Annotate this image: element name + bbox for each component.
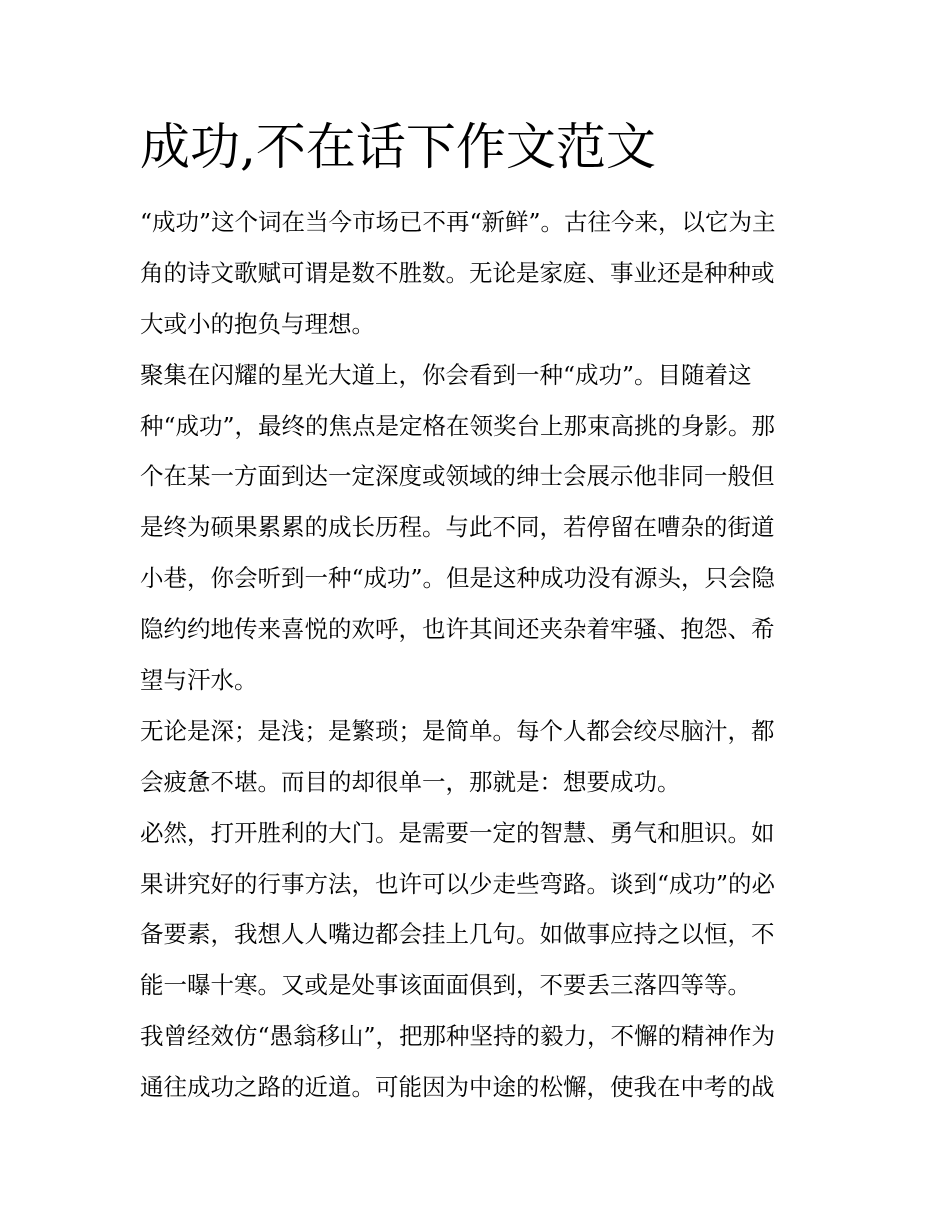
text-line: 大或小的抱负与理想。 [140, 309, 375, 338]
text-line: 会疲惫不堪。而目的却很单一，那就是：想要成功。 [140, 767, 681, 796]
text-line: 备要素，我想人人嘴边都会挂上几句。如做事应持之以恒，不 [140, 920, 775, 949]
text-line: 望与汗水。 [140, 666, 258, 695]
text-line: “成功”这个词在当今市场已不再“新鲜”。古往今来，以它为主 [140, 208, 776, 236]
text-line: 聚集在闪耀的星光大道上，你会看到一种“成功”。目随着这 [140, 360, 752, 389]
text-line: 个在某一方面到达一定深度或领域的绅士会展示他非同一般但 [140, 462, 775, 491]
text-line: 我曾经效仿“愚翁移山”，把那种坚持的毅力，不懈的精神作为 [140, 1022, 776, 1051]
text-line: 隐约约地传来喜悦的欢呼，也许其间还夹杂着牢骚、抱怨、希 [140, 615, 775, 644]
text-line: 必然，打开胜利的大门。是需要一定的智慧、勇气和胆识。如 [140, 818, 775, 847]
text-line: 小巷，你会听到一种“成功”。但是这种成功没有源头，只会隐 [140, 564, 776, 593]
text-line: 通往成功之路的近道。可能因为中途的松懈，使我在中考的战 [140, 1073, 775, 1102]
text-line: 能一曝十寒。又或是处事该面面俱到，不要丢三落四等等。 [140, 971, 751, 1000]
essay-body [140, 197, 830, 1113]
text-line: 果讲究好的行事方法，也许可以少走些弯路。谈到“成功”的必 [140, 869, 776, 898]
text-line: 种“成功”，最终的焦点是定格在领奖台上那束高挑的身影。那 [140, 411, 776, 440]
text-line: 无论是深；是浅；是繁琐；是简单。每个人都会绞尽脑汁，都 [140, 716, 775, 745]
page-title: 成功,不在话下作文范文 [140, 118, 656, 176]
text-line: 是终为硕果累累的成长历程。与此不同，若停留在嘈杂的街道 [140, 513, 775, 542]
text-line: 角的诗文歌赋可谓是数不胜数。无论是家庭、事业还是种种或 [140, 258, 775, 287]
